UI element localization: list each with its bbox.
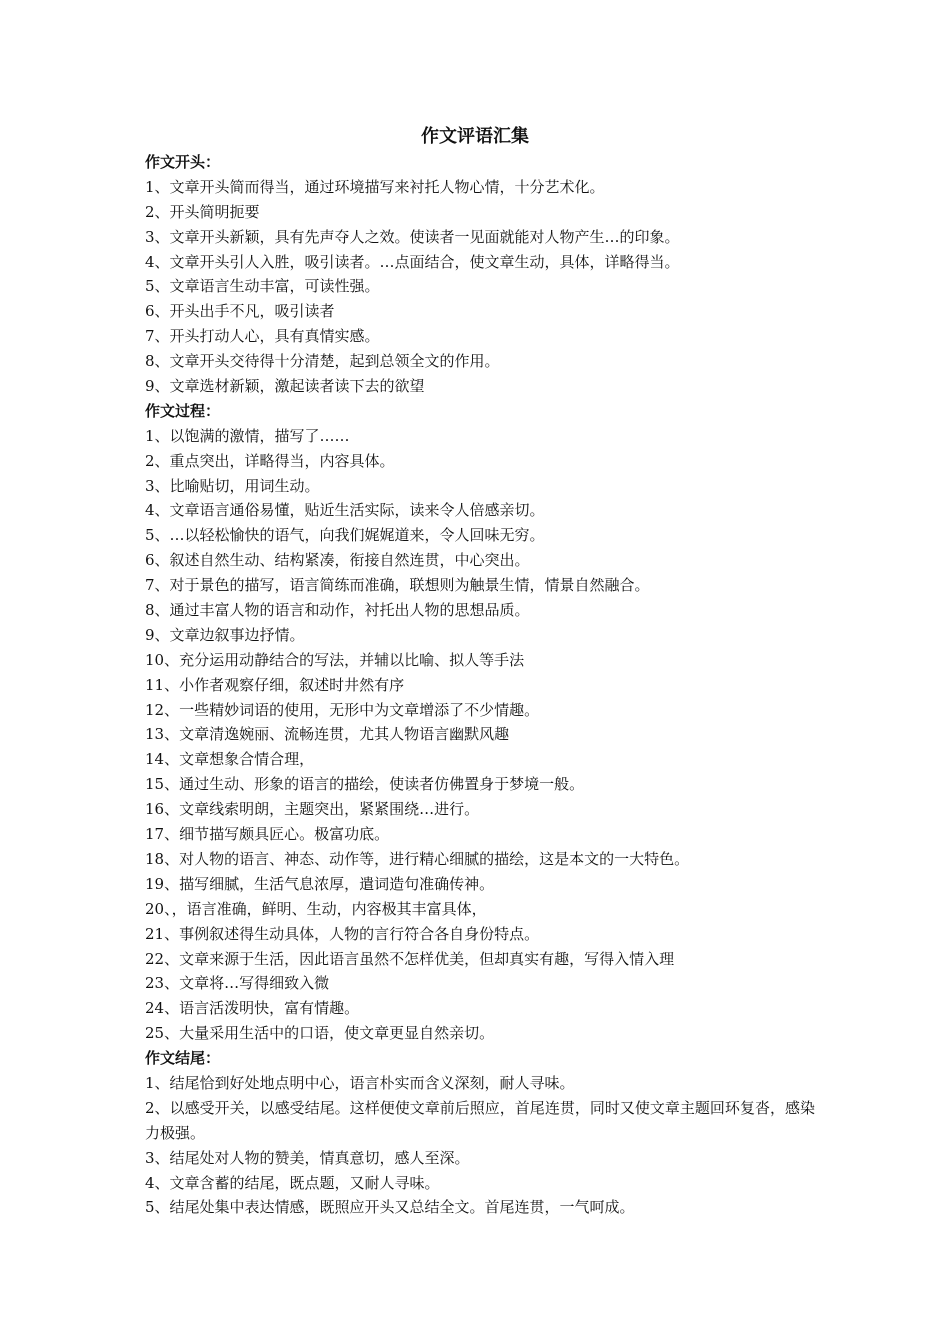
list-item: 1、以饱满的激情，描写了…… [145,426,350,445]
list-item: 12、一些精妙词语的使用，无形中为文章增添了不少情趣。 [145,700,540,719]
list-item: 11、小作者观察仔细，叙述时井然有序 [145,675,405,694]
list-item: 8、文章开头交待得十分清楚，起到总领全文的作用。 [145,352,500,371]
list-item: 20、，语言准确，鲜明、生动，内容极其丰富具体， [145,899,487,918]
list-item: 5、文章语言生动丰富，可读性强。 [145,277,380,296]
section-ending [145,1046,815,1220]
list-item: 6、开头出手不凡，吸引读者 [145,302,335,321]
list-item: 10、充分运用动静结合的写法，并辅以比喻、拟人等手法 [145,650,525,669]
list-item: 1、文章开头简而得当，通过环境描写来衬托人物心情，十分艺术化。 [145,177,605,196]
list-item: 5、结尾处集中表达情感，既照应开头又总结全文。首尾连贯，一气呵成。 [145,1198,635,1217]
list-item: 13、文章清逸婉丽、流畅连贯，尤其人物语言幽默风趣 [145,725,510,744]
list-item: 7、开头打动人心，具有真情实感。 [145,327,380,346]
list-item: 4、文章含蓄的结尾，既点题，又耐人寻味。 [145,1173,440,1192]
list-item: 5、…以轻松愉快的语气，向我们娓娓道来，令人回味无穷。 [145,526,545,545]
list-item: 3、文章开头新颖，具有先声夺人之效。使读者一见面就能对人物产生…的印象。 [145,227,680,246]
list-item: 25、大量采用生活中的口语，使文章更显自然亲切。 [145,1024,495,1043]
section-opening [145,150,815,399]
list-item: 7、对于景色的描写，语言简练而准确，联想则为触景生情，情景自然融合。 [145,576,650,595]
list-item: 22、文章来源于生活，因此语言虽然不怎样优美，但却真实有趣，写得入情入理 [145,949,675,968]
list-item: 1、结尾恰到好处地点明中心，语言朴实而含义深刻，耐人寻味。 [145,1073,575,1092]
list-item: 17、细节描写颇具匠心。极富功底。 [145,825,390,844]
list-item: 4、文章开头引人入胜，吸引读者。…点面结合，使文章生动，具体，详略得当。 [145,252,680,271]
list-item: 15、通过生动、形象的语言的描绘，使读者仿佛置身于梦境一般。 [145,775,585,794]
section-heading: 作文结尾： [145,1049,221,1068]
list-item: 2、重点突出，详略得当，内容具体。 [145,451,395,470]
section-process [145,399,815,1046]
list-item: 21、事例叙述得生动具体，人物的言行符合各自身份特点。 [145,924,540,943]
list-item: 19、描写细腻，生活气息浓厚，遣词造句准确传神。 [145,874,495,893]
section-heading: 作文过程： [145,401,221,420]
list-item: 9、文章选材新颖，激起读者读下去的欲望 [145,377,425,396]
list-item: 16、文章线索明朗，主题突出，紧紧围绕…进行。 [145,800,480,819]
section-heading: 作文开头： [145,153,221,171]
list-item: 24、语言活泼明快，富有情趣。 [145,999,360,1018]
list-item: 2、以感受开关，以感受结尾。这样便使文章前后照应，首尾连贯，同时又使文章主题回环复沓，感染力极强。 [145,1098,815,1142]
list-item: 3、比喻贴切，用词生动。 [145,476,320,495]
list-item: 9、文章边叙事边抒情。 [145,625,305,644]
list-item: 4、文章语言通俗易懂，贴近生活实际，读来令人倍感亲切。 [145,501,545,520]
list-item: 14、文章想象合情合理， [145,750,315,769]
document-title: 作文评语汇集 [421,126,529,147]
list-item: 2、开头简明扼要 [145,202,260,221]
list-item: 6、叙述自然生动、结构紧凑，衔接自然连贯，中心突出。 [145,551,530,570]
list-item: 18、对人物的语言、神态、动作等，进行精心细腻的描绘，这是本文的一大特色。 [145,849,690,868]
list-item: 8、通过丰富人物的语言和动作，衬托出人物的思想品质。 [145,601,530,620]
list-item: 23、文章将…写得细致入微 [145,974,330,993]
document-body [145,150,815,1220]
list-item: 3、结尾处对人物的赞美，情真意切，感人至深。 [145,1148,470,1167]
